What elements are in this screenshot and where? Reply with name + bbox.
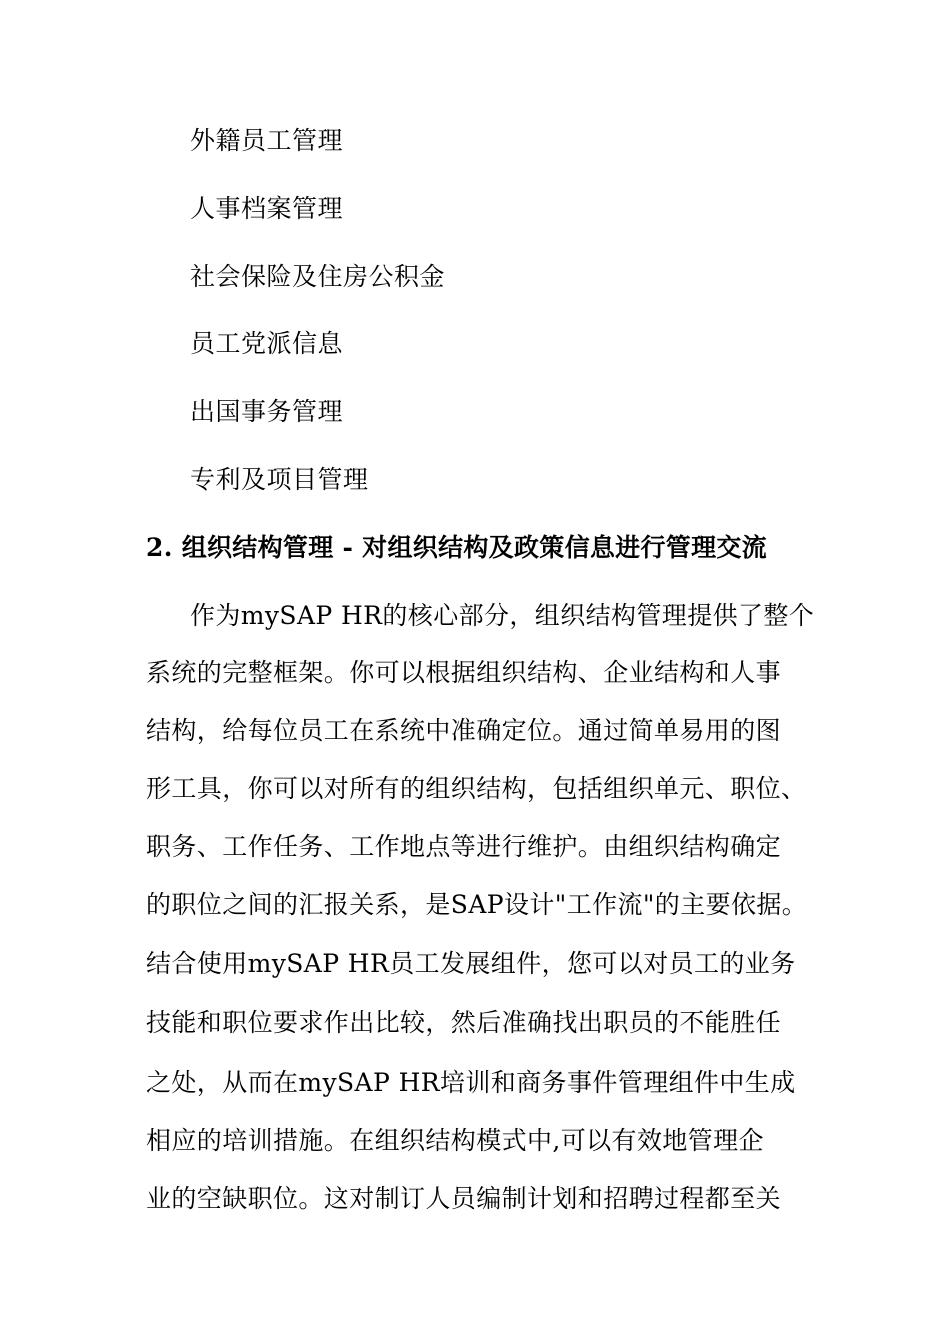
list-item-party-info: 员工党派信息	[190, 329, 344, 358]
list-item-social-insurance: 社会保险及住房公积金	[190, 262, 446, 291]
section-heading: 2. 组织结构管理 - 对组织结构及政策信息进行管理交流	[146, 533, 767, 562]
paragraph-line: 结合使用mySAP HR员工发展组件，您可以对员工的业务	[146, 949, 796, 978]
paragraph-line: 技能和职位要求作出比较，然后准确找出职员的不能胜任	[146, 1008, 782, 1037]
paragraph-line: 形工具，你可以对所有的组织结构，包括组织单元、职位、	[146, 774, 807, 803]
list-item-foreign-staff: 外籍员工管理	[190, 126, 344, 155]
list-item-personnel-files: 人事档案管理	[190, 194, 344, 223]
paragraph-line: 系统的完整框架。你可以根据组织结构、企业结构和人事	[146, 658, 782, 687]
paragraph-line: 业的空缺职位。这对制订人员编制计划和招聘过程都至关	[146, 1184, 782, 1213]
list-item-patents-projects: 专利及项目管理	[190, 465, 369, 494]
paragraph-line: 之处，从而在mySAP HR培训和商务事件管理组件中生成	[146, 1068, 796, 1097]
paragraph-line: 作为mySAP HR的核心部分，组织结构管理提供了整个	[190, 601, 815, 630]
list-item-overseas-affairs: 出国事务管理	[190, 397, 344, 426]
paragraph-line: 相应的培训措施。在组织结构模式中,可以有效地管理企	[146, 1126, 764, 1155]
paragraph-line: 的职位之间的汇报关系，是SAP设计"工作流"的主要依据。	[146, 890, 808, 919]
paragraph-line: 职务、工作任务、工作地点等进行维护。由组织结构确定	[146, 832, 782, 861]
paragraph-line: 结构，给每位员工在系统中准确定位。通过简单易用的图	[146, 716, 782, 745]
